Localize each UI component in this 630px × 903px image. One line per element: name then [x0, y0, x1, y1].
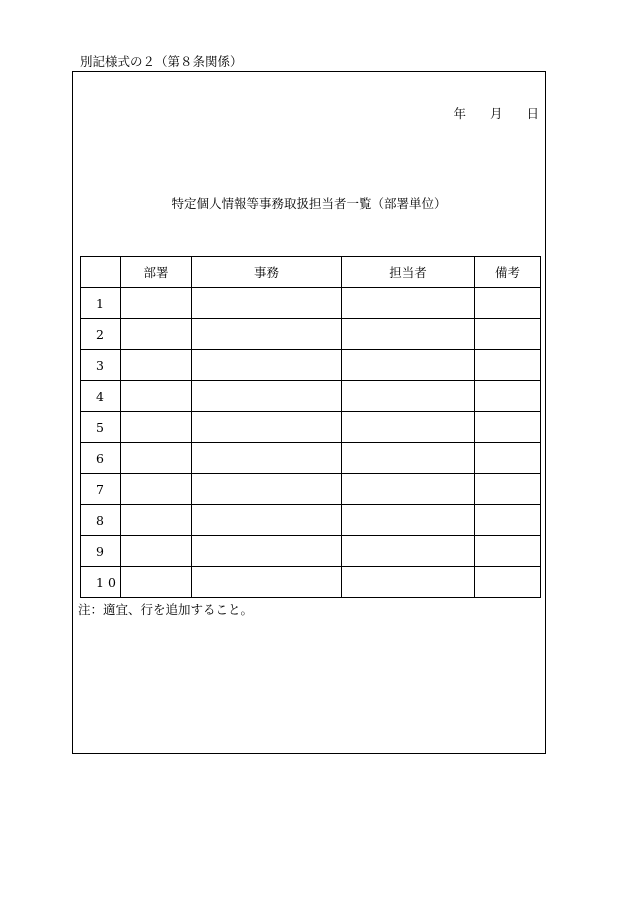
remarks-cell	[475, 350, 541, 381]
staff-register-table	[80, 256, 541, 598]
department-cell	[121, 319, 192, 350]
remarks-cell	[475, 412, 541, 443]
person-cell	[342, 536, 475, 567]
department-cell	[121, 567, 192, 598]
header-remarks: 備考	[475, 257, 541, 288]
task-cell	[192, 381, 342, 412]
remarks-cell	[475, 567, 541, 598]
department-cell	[121, 350, 192, 381]
task-cell	[192, 536, 342, 567]
day-label: 日	[526, 106, 539, 121]
form-number-label: 別記様式の２（第８条関係）	[80, 54, 243, 69]
form-frame	[72, 71, 546, 754]
person-cell	[342, 443, 475, 474]
person-cell	[342, 505, 475, 536]
task-cell	[192, 443, 342, 474]
task-cell	[192, 505, 342, 536]
task-cell	[192, 319, 342, 350]
person-cell	[342, 412, 475, 443]
table-row	[81, 319, 541, 350]
row-number: 10	[81, 567, 121, 598]
task-cell	[192, 412, 342, 443]
task-cell	[192, 474, 342, 505]
table-header-row	[81, 257, 541, 288]
remarks-cell	[475, 381, 541, 412]
table-row	[81, 381, 541, 412]
person-cell	[342, 474, 475, 505]
person-cell	[342, 319, 475, 350]
department-cell	[121, 474, 192, 505]
year-label: 年	[453, 106, 466, 121]
table-row	[81, 567, 541, 598]
remarks-cell	[475, 505, 541, 536]
remarks-cell	[475, 288, 541, 319]
table-row	[81, 288, 541, 319]
row-number: 6	[81, 443, 121, 474]
header-person-in-charge: 担当者	[342, 257, 475, 288]
table-row	[81, 443, 541, 474]
task-cell	[192, 288, 342, 319]
department-cell	[121, 412, 192, 443]
remarks-cell	[475, 474, 541, 505]
row-number: 7	[81, 474, 121, 505]
row-number: 4	[81, 381, 121, 412]
department-cell	[121, 505, 192, 536]
month-label: 月	[489, 106, 503, 121]
remarks-cell	[475, 536, 541, 567]
document-title: 特定個人情報等事務取扱担当者一覧（部署単位）	[171, 196, 447, 211]
task-cell	[192, 350, 342, 381]
row-number: 1	[81, 288, 121, 319]
person-cell	[342, 567, 475, 598]
date-line	[453, 106, 539, 122]
department-cell	[121, 288, 192, 319]
person-cell	[342, 381, 475, 412]
row-number: 3	[81, 350, 121, 381]
header-number	[81, 257, 121, 288]
table-row	[81, 350, 541, 381]
row-number: 2	[81, 319, 121, 350]
table-row	[81, 412, 541, 443]
department-cell	[121, 381, 192, 412]
row-number: 9	[81, 536, 121, 567]
department-cell	[121, 443, 192, 474]
header-department: 部署	[121, 257, 192, 288]
footnote: 注：適宜、行を追加すること。	[78, 602, 254, 617]
remarks-cell	[475, 319, 541, 350]
table-row	[81, 505, 541, 536]
table-row	[81, 536, 541, 567]
task-cell	[192, 567, 342, 598]
table-row	[81, 474, 541, 505]
person-cell	[342, 288, 475, 319]
remarks-cell	[475, 443, 541, 474]
row-number: 8	[81, 505, 121, 536]
department-cell	[121, 536, 192, 567]
row-number: 5	[81, 412, 121, 443]
header-task: 事務	[192, 257, 342, 288]
person-cell	[342, 350, 475, 381]
